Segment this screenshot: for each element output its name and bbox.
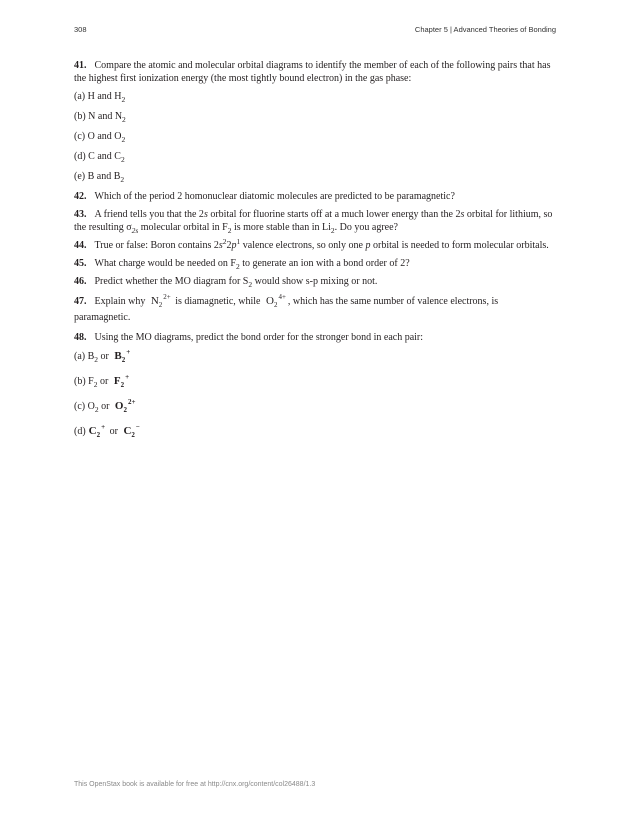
question-number: 41. bbox=[74, 60, 87, 71]
question-number: 43. bbox=[74, 209, 87, 220]
exercise-list bbox=[74, 59, 556, 449]
footer-note: This OpenStax book is available for free at http://cnx.org/content/col26488/1.3 bbox=[74, 781, 316, 788]
question-number: 44. bbox=[74, 240, 87, 251]
page-number: 308 bbox=[74, 25, 87, 34]
ion-f2-plus: $F_2+$ bbox=[113, 373, 130, 389]
question-47: 47. Explain why $N_22+$ is diamagnetic, while $O_24+$ , which has the same number of valence electrons, is paramagnetic. bbox=[74, 293, 499, 323]
option-d: (d) C and $C_2$ bbox=[74, 151, 125, 164]
question-42 bbox=[74, 190, 556, 203]
option-b: (b) N and $N_2$ bbox=[74, 111, 126, 124]
ion-b2-plus: $B_2+$ bbox=[114, 348, 131, 364]
question-text: Compare the atomic and molecular orbital diagrams to identify the member of each of the following pairs that has the highest first ionization energy (the most tightly bound electron) in the gas phase: bbox=[74, 60, 551, 84]
question-text: Using the MO diagrams, predict the bond order for the stronger bond in each pair: bbox=[94, 332, 424, 343]
option-e: (e) B and $B_2$ bbox=[74, 171, 125, 184]
option-a: (a) $B_2$ or $B_2+$ bbox=[74, 348, 131, 364]
question-number: 46. bbox=[74, 276, 87, 287]
ion-n2-2plus: $N_22+$ bbox=[150, 293, 171, 309]
question-number: 47. bbox=[74, 296, 87, 307]
option-c: (c) O and $O_2$ bbox=[74, 131, 126, 144]
option-c: (c) $O_2$ or $O_22+$ bbox=[74, 398, 136, 414]
ion-o2-2plus: $O_22+$ bbox=[114, 398, 136, 414]
question-text: Which of the period 2 homonuclear diatomic molecules are predicted to be paramagnetic? bbox=[94, 191, 455, 202]
chapter-header: Chapter 5 | Advanced Theories of Bonding bbox=[414, 25, 556, 34]
question-45: 45. What charge would be needed on $F_2$ to generate an ion with a bond order of 2? bbox=[74, 258, 410, 271]
question-number: 42. bbox=[74, 191, 87, 202]
question-46: 46. Predict whether the MO diagram for $S_2$ would show s-p mixing or not. bbox=[74, 276, 378, 289]
question-48 bbox=[74, 331, 556, 344]
question-44: 44. True or false: Boron contains $2s^22p^1$ valence electrons, so only one p orbital is needed to form molecular orbitals. bbox=[74, 237, 549, 251]
question-number: 48. bbox=[74, 332, 87, 343]
option-d: (d) $C_2+$ or $C_2-$ bbox=[74, 423, 140, 439]
option-a: (a) H and $H_2$ bbox=[74, 91, 126, 104]
question-number: 45. bbox=[74, 258, 87, 269]
ion-c2-plus: $C_2+$ bbox=[88, 423, 106, 439]
ion-c2-minus: $C_2-$ bbox=[123, 423, 140, 439]
question-41 bbox=[74, 59, 556, 85]
ion-o2-4plus: $O_24+$ bbox=[266, 293, 286, 309]
option-b: (b) $F_2$ or $F_2+$ bbox=[74, 373, 130, 389]
question-43: 43. A friend tells you that the 2s orbital for fluorine starts off at a much lower energy than the 2s orbital for lithium, so the resulting $\sigma_{2s}$ molecular orbital in $F_2$ is more stable than in $Li_2$. Do you agree? bbox=[74, 209, 553, 235]
